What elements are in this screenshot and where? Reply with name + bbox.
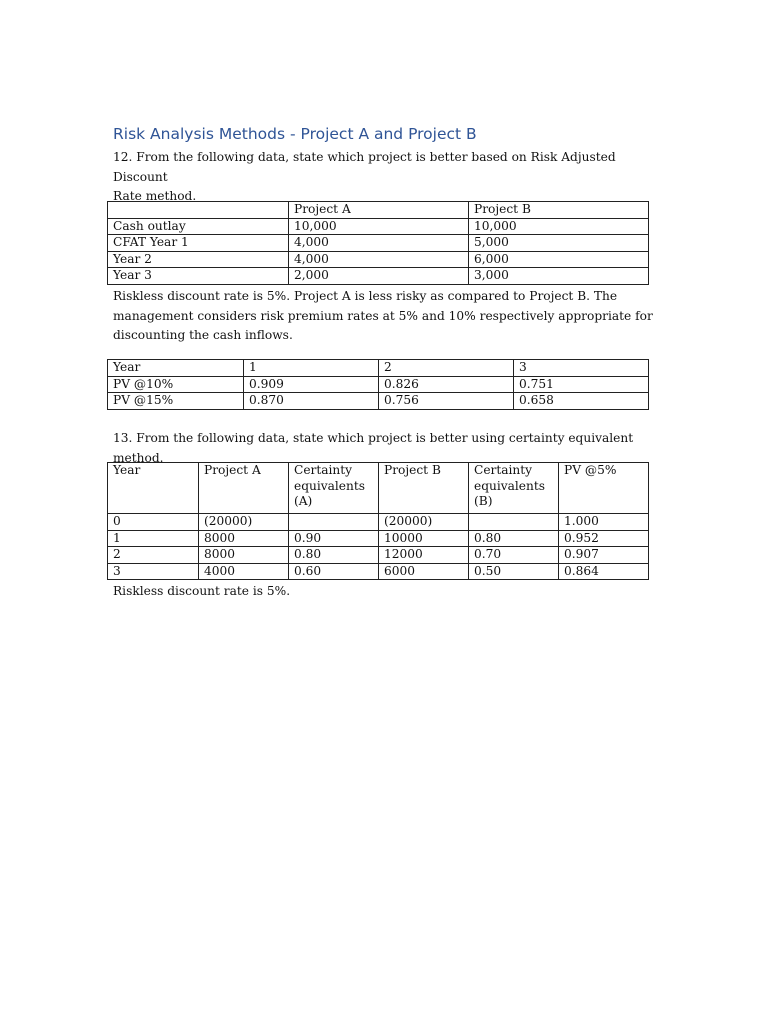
table-cell: 0	[108, 514, 199, 531]
table-header-cell: 3	[514, 360, 649, 377]
table-header-row	[108, 360, 649, 377]
table-header-cell	[108, 202, 289, 219]
table-header-cell: Year	[108, 463, 199, 514]
table-cell: (20000)	[199, 514, 289, 531]
table-row	[108, 235, 649, 252]
table-cell	[289, 514, 379, 531]
table-cell: 0.870	[244, 393, 379, 410]
table-row	[108, 563, 649, 580]
table-cell: 4,000	[289, 235, 469, 252]
table-row	[108, 514, 649, 531]
table-cell: 0.909	[244, 376, 379, 393]
table-cell: 2,000	[289, 268, 469, 285]
question-13-note: Riskless discount rate is 5%.	[113, 584, 291, 598]
table-cell: 4,000	[289, 251, 469, 268]
table-cell: 3	[108, 563, 199, 580]
certainty-equivalent-table	[107, 462, 649, 580]
table-cell: 0.952	[559, 530, 649, 547]
table-header-cell: Project B	[379, 463, 469, 514]
table-cell: CFAT Year 1	[108, 235, 289, 252]
question-12-intro: 12. From the following data, state which project is better based on Risk Adjusted Discount Rate method.	[113, 150, 616, 203]
table-cell: 10000	[379, 530, 469, 547]
page-title: Risk Analysis Methods - Project A and Project B	[113, 125, 477, 143]
table-cell	[469, 514, 559, 531]
table-header-cell: 1	[244, 360, 379, 377]
table-cell: 4000	[199, 563, 289, 580]
cash-flow-table	[107, 201, 649, 285]
table-cell: 8000	[199, 547, 289, 564]
table-cell: (20000)	[379, 514, 469, 531]
table-cell: 0.756	[379, 393, 514, 410]
table-cell: 2	[108, 547, 199, 564]
table-cell: Year 3	[108, 268, 289, 285]
table-cell: 0.658	[514, 393, 649, 410]
table-header-cell: Year	[108, 360, 244, 377]
question-12-note: Riskless discount rate is 5%. Project A is less risky as compared to Project B. The management considers risk premium rates at 5% and 10% respectively appropriate for discounting the cash inflows.	[113, 289, 653, 342]
table-cell: PV @15%	[108, 393, 244, 410]
table-cell: Cash outlay	[108, 218, 289, 235]
table-cell: 0.70	[469, 547, 559, 564]
table-header-row	[108, 463, 649, 514]
table-cell: 0.50	[469, 563, 559, 580]
table-cell: 3,000	[469, 268, 649, 285]
table-cell: 0.80	[289, 547, 379, 564]
table-cell: 0.60	[289, 563, 379, 580]
table-row	[108, 547, 649, 564]
table-cell: PV @10%	[108, 376, 244, 393]
table-cell: 0.907	[559, 547, 649, 564]
table-cell: 1.000	[559, 514, 649, 531]
table-cell: 6,000	[469, 251, 649, 268]
table-header-cell: 2	[379, 360, 514, 377]
table-cell: 0.864	[559, 563, 649, 580]
table-cell: 0.751	[514, 376, 649, 393]
table-header-cell: Project A	[199, 463, 289, 514]
table-cell: 0.80	[469, 530, 559, 547]
table-header-cell: Project A	[289, 202, 469, 219]
table-row	[108, 393, 649, 410]
table-row	[108, 251, 649, 268]
table-header-cell: Certainty equivalents (A)	[289, 463, 379, 514]
table-row	[108, 218, 649, 235]
table-row	[108, 268, 649, 285]
table-cell: 10,000	[289, 218, 469, 235]
table-cell: 5,000	[469, 235, 649, 252]
table-cell: 1	[108, 530, 199, 547]
question-13-intro: 13. From the following data, state which project is better using certainty equivalent method.	[113, 431, 634, 465]
table-cell: 12000	[379, 547, 469, 564]
table-cell: 0.826	[379, 376, 514, 393]
table-cell: 10,000	[469, 218, 649, 235]
table-cell: 6000	[379, 563, 469, 580]
table-header-cell: Project B	[469, 202, 649, 219]
table-header-cell: PV @5%	[559, 463, 649, 514]
table-cell: 8000	[199, 530, 289, 547]
table-header-cell: Certainty equivalents (B)	[469, 463, 559, 514]
table-cell: 0.90	[289, 530, 379, 547]
table-row	[108, 376, 649, 393]
table-header-row	[108, 202, 649, 219]
pv-factor-table	[107, 359, 649, 410]
table-cell: Year 2	[108, 251, 289, 268]
table-row	[108, 530, 649, 547]
